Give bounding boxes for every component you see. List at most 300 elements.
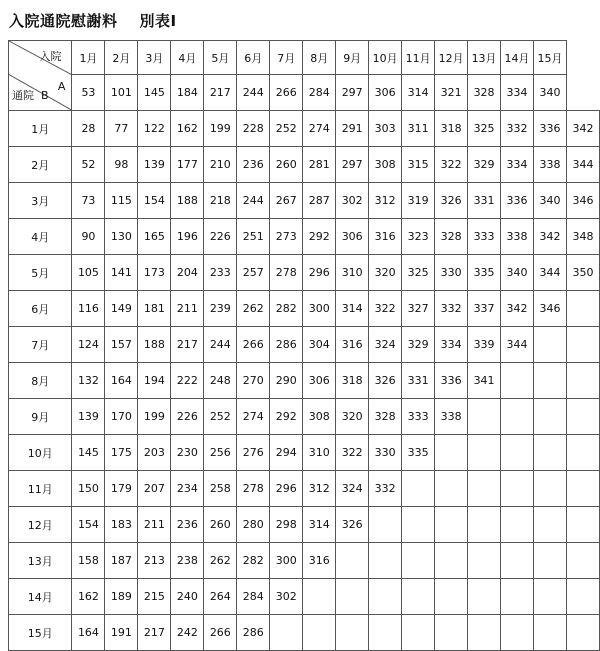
b-value-cell: 145 [72,435,105,471]
value-cell: 262 [237,291,270,327]
value-cell: 252 [270,111,303,147]
value-cell: 297 [336,147,369,183]
value-cell: 302 [336,183,369,219]
value-cell: 286 [270,327,303,363]
b-value-cell: 52 [72,147,105,183]
value-cell: 276 [237,435,270,471]
empty-cell [566,615,599,651]
corner-top-label: 入院 [39,50,62,63]
value-cell: 273 [270,219,303,255]
value-cell: 337 [468,291,501,327]
b-value-cell: 154 [72,507,105,543]
empty-cell [501,363,534,399]
value-cell: 199 [204,111,237,147]
value-cell: 284 [237,579,270,615]
b-value-cell: 73 [72,183,105,219]
b-value-cell: 28 [72,111,105,147]
value-cell: 244 [237,183,270,219]
row-header: 10月 [9,435,72,471]
b-value-cell: 162 [72,579,105,615]
row-header: 4月 [9,219,72,255]
value-cell: 341 [468,363,501,399]
a-value-cell: 184 [171,75,204,111]
table-row [9,291,600,327]
value-cell: 324 [369,327,402,363]
table-row [9,579,600,615]
value-cell: 338 [435,399,468,435]
value-cell: 170 [105,399,138,435]
value-cell: 251 [237,219,270,255]
value-cell: 154 [138,183,171,219]
row-header: 2月 [9,147,72,183]
value-cell: 316 [336,327,369,363]
value-cell: 332 [435,291,468,327]
row-header: 1月 [9,111,72,147]
a-value-cell: 284 [303,75,336,111]
page-title [9,10,177,31]
empty-cell [566,399,599,435]
value-cell: 348 [566,219,599,255]
table-row [9,183,600,219]
empty-cell [435,507,468,543]
b-value-cell: 132 [72,363,105,399]
a-value-cell: 101 [105,75,138,111]
value-cell: 329 [468,147,501,183]
table-row [9,219,600,255]
empty-cell [566,327,599,363]
value-cell: 334 [435,327,468,363]
value-cell: 318 [336,363,369,399]
value-cell: 334 [501,147,534,183]
value-cell: 330 [435,255,468,291]
value-cell: 248 [204,363,237,399]
value-cell: 312 [303,471,336,507]
value-cell: 290 [270,363,303,399]
value-cell: 244 [204,327,237,363]
row-header: 8月 [9,363,72,399]
value-cell: 315 [402,147,435,183]
value-cell: 324 [336,471,369,507]
value-cell: 327 [402,291,435,327]
empty-cell [402,543,435,579]
column-header: 11月 [402,41,435,75]
value-cell: 308 [303,399,336,435]
row-header: 5月 [9,255,72,291]
empty-cell [336,579,369,615]
table-row [9,435,600,471]
value-cell: 211 [138,507,171,543]
value-cell: 122 [138,111,171,147]
empty-cell [468,543,501,579]
value-cell: 226 [171,399,204,435]
b-value-cell: 90 [72,219,105,255]
table-row [9,543,600,579]
value-cell: 336 [501,183,534,219]
value-cell: 338 [534,147,567,183]
value-cell: 323 [402,219,435,255]
value-cell: 294 [270,435,303,471]
row-header: 6月 [9,291,72,327]
value-cell: 252 [204,399,237,435]
empty-cell [468,471,501,507]
table-row [9,507,600,543]
empty-cell [534,543,567,579]
value-cell: 278 [237,471,270,507]
corner-left-label: 通院 [12,89,34,102]
value-cell: 311 [402,111,435,147]
b-value-cell: 164 [72,615,105,651]
value-cell: 344 [501,327,534,363]
empty-cell [468,579,501,615]
value-cell: 141 [105,255,138,291]
column-header: 9月 [336,41,369,75]
a-value-cell: 297 [336,75,369,111]
subtitle-text: 別表Ⅰ [139,12,177,30]
column-header: 2月 [105,41,138,75]
a-value-cell: 328 [468,75,501,111]
row-header: 13月 [9,543,72,579]
value-cell: 189 [105,579,138,615]
value-cell: 242 [171,615,204,651]
empty-cell [435,471,468,507]
value-cell: 342 [566,111,599,147]
empty-cell [566,579,599,615]
column-header: 10月 [369,41,402,75]
value-cell: 281 [303,147,336,183]
value-cell: 266 [204,615,237,651]
value-cell: 346 [534,291,567,327]
column-header: 13月 [468,41,501,75]
empty-cell [435,615,468,651]
column-header: 12月 [435,41,468,75]
value-cell: 191 [105,615,138,651]
empty-cell [468,615,501,651]
value-cell: 164 [105,363,138,399]
value-cell: 336 [435,363,468,399]
empty-cell [369,615,402,651]
value-cell: 350 [566,255,599,291]
value-cell: 196 [171,219,204,255]
a-value-cell: 266 [270,75,303,111]
value-cell: 218 [204,183,237,219]
value-cell: 292 [270,399,303,435]
value-cell: 260 [270,147,303,183]
row-header: 3月 [9,183,72,219]
column-header: 6月 [237,41,270,75]
a-value-cell: 244 [237,75,270,111]
empty-cell [270,615,303,651]
empty-cell [534,435,567,471]
empty-cell [501,543,534,579]
empty-cell [402,507,435,543]
value-cell: 333 [402,399,435,435]
value-cell: 318 [435,111,468,147]
value-cell: 308 [369,147,402,183]
consolation-table [8,40,600,651]
b-value-cell: 158 [72,543,105,579]
a-value-cell: 340 [534,75,567,111]
column-header: 8月 [303,41,336,75]
row-header: 7月 [9,327,72,363]
row-header: 14月 [9,579,72,615]
value-cell: 332 [501,111,534,147]
row-header: 12月 [9,507,72,543]
empty-cell [501,615,534,651]
a-value-cell: 145 [138,75,171,111]
empty-cell [501,579,534,615]
value-cell: 310 [336,255,369,291]
empty-cell [369,507,402,543]
value-cell: 342 [534,219,567,255]
empty-cell [534,471,567,507]
value-cell: 282 [270,291,303,327]
header-row [9,41,600,75]
value-cell: 326 [435,183,468,219]
value-cell: 98 [105,147,138,183]
a-value-cell: 53 [72,75,105,111]
value-cell: 339 [468,327,501,363]
value-cell: 266 [237,327,270,363]
table-body [9,41,600,651]
value-cell: 270 [237,363,270,399]
value-cell: 314 [336,291,369,327]
value-cell: 296 [270,471,303,507]
value-cell: 274 [303,111,336,147]
value-cell: 199 [138,399,171,435]
value-cell: 291 [336,111,369,147]
b-value-cell: 124 [72,327,105,363]
b-value-cell: 116 [72,291,105,327]
value-cell: 157 [105,327,138,363]
value-cell: 162 [171,111,204,147]
empty-cell [501,435,534,471]
value-cell: 340 [534,183,567,219]
empty-cell [501,507,534,543]
value-cell: 177 [171,147,204,183]
empty-cell [534,327,567,363]
value-cell: 267 [270,183,303,219]
value-cell: 329 [402,327,435,363]
value-cell: 335 [402,435,435,471]
value-cell: 282 [237,543,270,579]
value-cell: 342 [501,291,534,327]
value-cell: 319 [402,183,435,219]
column-header: 7月 [270,41,303,75]
row-header: 11月 [9,471,72,507]
value-cell: 262 [204,543,237,579]
value-cell: 226 [204,219,237,255]
value-cell: 302 [270,579,303,615]
value-cell: 188 [171,183,204,219]
value-cell: 165 [138,219,171,255]
a-value-cell: 306 [369,75,402,111]
value-cell: 286 [237,615,270,651]
b-value-cell: 139 [72,399,105,435]
value-cell: 222 [171,363,204,399]
value-cell: 320 [336,399,369,435]
a-value-cell: 321 [435,75,468,111]
column-header: 4月 [171,41,204,75]
empty-cell [534,615,567,651]
value-cell: 240 [171,579,204,615]
column-header: 15月 [534,41,567,75]
value-cell: 326 [369,363,402,399]
value-cell: 322 [435,147,468,183]
value-cell: 194 [138,363,171,399]
empty-cell [369,543,402,579]
table-row [9,327,600,363]
column-header: 1月 [72,41,105,75]
empty-cell [501,399,534,435]
empty-cell [468,399,501,435]
value-cell: 239 [204,291,237,327]
value-cell: 228 [237,111,270,147]
value-cell: 300 [303,291,336,327]
value-cell: 326 [336,507,369,543]
value-cell: 292 [303,219,336,255]
empty-cell [402,579,435,615]
value-cell: 258 [204,471,237,507]
row-header: 9月 [9,399,72,435]
value-cell: 257 [237,255,270,291]
value-cell: 306 [336,219,369,255]
empty-cell [566,291,599,327]
value-cell: 300 [270,543,303,579]
corner-cell [9,41,72,111]
value-cell: 139 [138,147,171,183]
value-cell: 306 [303,363,336,399]
value-cell: 303 [369,111,402,147]
a-value-cell: 334 [501,75,534,111]
a-value-cell: 217 [204,75,237,111]
value-cell: 325 [402,255,435,291]
empty-cell [336,615,369,651]
value-cell: 328 [435,219,468,255]
empty-cell [534,507,567,543]
empty-cell [534,579,567,615]
empty-cell [402,471,435,507]
empty-cell [534,399,567,435]
table-row [9,363,600,399]
value-cell: 320 [369,255,402,291]
value-cell: 331 [402,363,435,399]
column-header: 14月 [501,41,534,75]
empty-cell [566,471,599,507]
value-cell: 340 [501,255,534,291]
title-text: 入院通院慰謝料 [9,12,118,30]
value-cell: 287 [303,183,336,219]
value-cell: 316 [369,219,402,255]
value-cell: 335 [468,255,501,291]
value-cell: 336 [534,111,567,147]
value-cell: 332 [369,471,402,507]
value-cell: 215 [138,579,171,615]
value-cell: 333 [468,219,501,255]
corner-b-label: B [41,89,49,102]
table-row [9,111,600,147]
value-cell: 344 [534,255,567,291]
value-cell: 211 [171,291,204,327]
empty-cell [303,579,336,615]
value-cell: 322 [336,435,369,471]
value-cell: 238 [171,543,204,579]
value-cell: 130 [105,219,138,255]
value-cell: 207 [138,471,171,507]
empty-cell [402,615,435,651]
empty-cell [303,615,336,651]
value-cell: 149 [105,291,138,327]
value-cell: 328 [369,399,402,435]
row-header: 15月 [9,615,72,651]
table-row [9,471,600,507]
value-cell: 210 [204,147,237,183]
corner-a-label: A [57,80,66,93]
value-cell: 331 [468,183,501,219]
empty-cell [369,579,402,615]
value-cell: 173 [138,255,171,291]
value-cell: 204 [171,255,204,291]
value-cell: 298 [270,507,303,543]
value-cell: 304 [303,327,336,363]
value-cell: 310 [303,435,336,471]
column-header: 5月 [204,41,237,75]
value-cell: 338 [501,219,534,255]
value-cell: 183 [105,507,138,543]
value-cell: 316 [303,543,336,579]
value-cell: 264 [204,579,237,615]
empty-cell [468,507,501,543]
a-row [9,75,600,111]
empty-cell [566,435,599,471]
b-value-cell: 105 [72,255,105,291]
value-cell: 346 [566,183,599,219]
value-cell: 280 [237,507,270,543]
value-cell: 325 [468,111,501,147]
column-header: 3月 [138,41,171,75]
value-cell: 230 [171,435,204,471]
value-cell: 330 [369,435,402,471]
value-cell: 175 [105,435,138,471]
empty-cell [534,363,567,399]
value-cell: 115 [105,183,138,219]
empty-cell [566,543,599,579]
empty-cell [336,543,369,579]
a-value-cell: 314 [402,75,435,111]
value-cell: 233 [204,255,237,291]
value-cell: 278 [270,255,303,291]
table-row [9,255,600,291]
empty-cell [435,543,468,579]
empty-cell [501,471,534,507]
value-cell: 217 [171,327,204,363]
empty-cell [566,507,599,543]
value-cell: 260 [204,507,237,543]
value-cell: 217 [138,615,171,651]
value-cell: 187 [105,543,138,579]
table-row [9,147,600,183]
value-cell: 203 [138,435,171,471]
value-cell: 314 [303,507,336,543]
value-cell: 322 [369,291,402,327]
value-cell: 77 [105,111,138,147]
value-cell: 274 [237,399,270,435]
value-cell: 236 [171,507,204,543]
value-cell: 213 [138,543,171,579]
empty-cell [566,363,599,399]
value-cell: 236 [237,147,270,183]
b-value-cell: 150 [72,471,105,507]
value-cell: 344 [566,147,599,183]
